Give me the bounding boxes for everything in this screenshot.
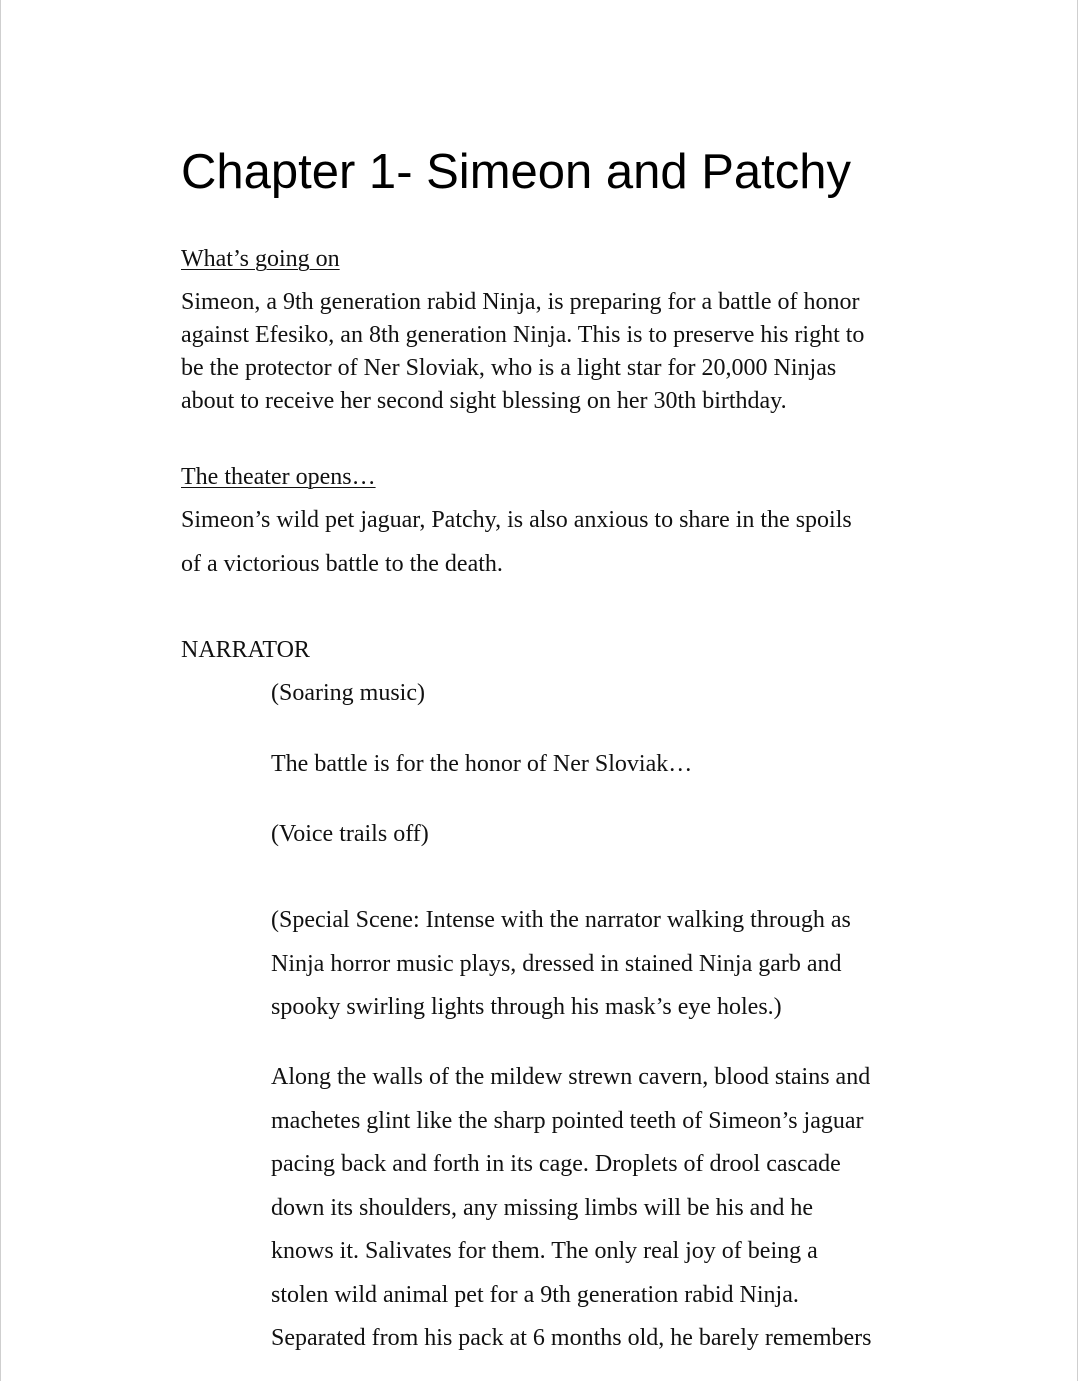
section1-paragraph	[181, 286, 901, 418]
paragraph-line: Ninja horror music plays, dressed in stained Ninja garb and	[271, 950, 842, 977]
paragraph-line: of a victorious battle to the death.	[181, 550, 503, 577]
paragraph-line: be the protector of Ner Sloviak, who is a light star for 20,000 Ninjas	[181, 355, 837, 381]
paragraph-line: about to receive her second sight blessing on her 30th birthday.	[181, 388, 787, 414]
section-heading-whats-going-on: What’s going on	[181, 246, 340, 272]
section-heading-theater-opens: The theater opens…	[181, 464, 376, 490]
section2-paragraph	[181, 499, 901, 586]
stage-direction-soaring-music: (Soaring music)	[271, 680, 425, 706]
paragraph-line: pacing back and forth in its cage. Droplets of drool cascade	[271, 1151, 841, 1177]
paragraph-line: stolen wild animal pet for a 9th generation rabid Ninja.	[271, 1281, 799, 1308]
paragraph-line: knows it. Salivates for them. The only real joy of being a	[271, 1238, 818, 1264]
stage-direction-voice-trails-off: (Voice trails off)	[271, 821, 429, 847]
paragraph-line: against Efesiko, an 8th generation Ninja. This is to preserve his right to	[181, 322, 865, 348]
paragraph-line: Simeon, a 9th generation rabid Ninja, is preparing for a battle of honor	[181, 289, 860, 315]
chapter-title: Chapter 1- Simeon and Patchy	[181, 145, 852, 199]
paragraph-line: machetes glint like the sharp pointed teeth of Simeon’s jaguar	[271, 1107, 864, 1134]
paragraph-line: Along the walls of the mildew strewn cavern, blood stains and	[271, 1064, 871, 1090]
narration-paragraph	[271, 1056, 871, 1361]
paragraph-line: down its shoulders, any missing limbs will be his and he	[271, 1194, 813, 1221]
paragraph-line: spooky swirling lights through his mask’s eye holes.)	[271, 994, 782, 1020]
paragraph-line: Simeon’s wild pet jaguar, Patchy, is also anxious to share in the spoils	[181, 507, 852, 533]
speaker-name: NARRATOR	[181, 637, 310, 663]
paragraph-line: (Special Scene: Intense with the narrator walking through as	[271, 907, 851, 933]
special-scene-paragraph	[271, 899, 851, 1030]
paragraph-line: Separated from his pack at 6 months old, he barely remembers	[271, 1325, 872, 1351]
narrator-line: The battle is for the honor of Ner Sloviak…	[271, 751, 693, 777]
